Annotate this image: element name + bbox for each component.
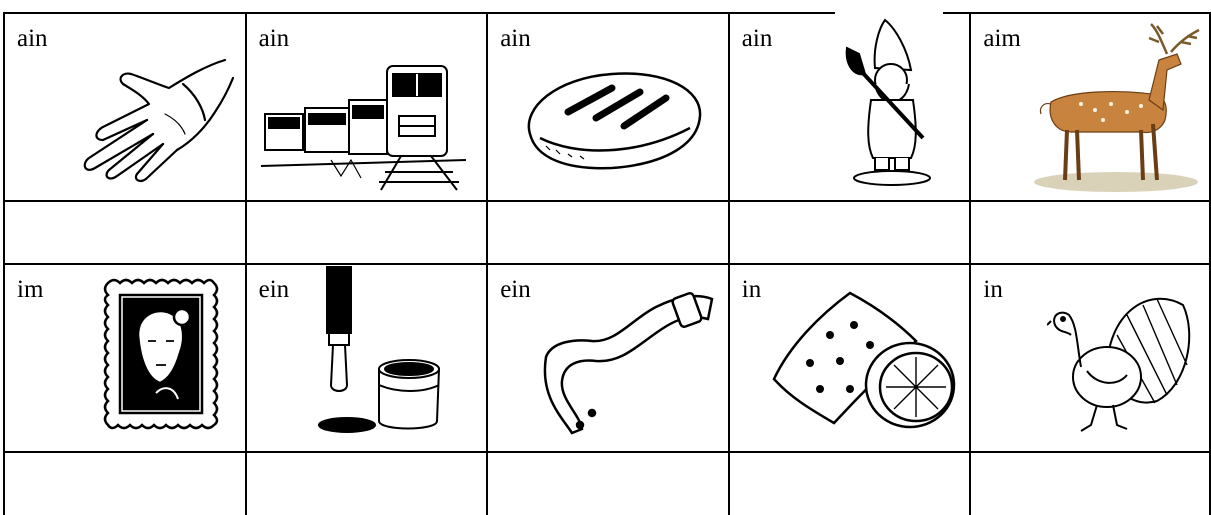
sound-label: in (983, 276, 1003, 303)
answer-cell[interactable] (487, 201, 729, 264)
sound-label: ain (258, 25, 290, 52)
sound-label: ein (258, 276, 290, 303)
cushion-icon (770, 285, 960, 435)
picture-row-1 (4, 13, 1210, 201)
cell-cushion (729, 264, 971, 452)
answer-cell[interactable] (729, 452, 971, 515)
paint-brush-bucket-icon (307, 265, 457, 435)
cell-gnome (729, 13, 971, 201)
sound-label: in (741, 276, 762, 303)
answer-cell[interactable] (246, 452, 488, 515)
turkey-icon (1047, 275, 1197, 435)
answer-cell[interactable] (970, 201, 1210, 264)
hand-icon (65, 54, 235, 184)
cell-bread (487, 13, 729, 201)
cell-train (246, 13, 488, 201)
belt-icon (536, 285, 716, 435)
sound-label: im (17, 276, 44, 303)
cell-deer (970, 13, 1210, 201)
answer-cell[interactable] (246, 201, 488, 264)
cell-paintbrush (246, 264, 488, 452)
garden-gnome-icon (845, 18, 940, 188)
bread-loaf-icon (516, 68, 706, 173)
postage-stamp-icon (100, 275, 222, 433)
word-picture-table (3, 12, 1211, 515)
sound-label: ain (741, 25, 773, 52)
top-edge-mask (835, 0, 943, 14)
sound-label: ein (500, 276, 531, 303)
answer-cell[interactable] (4, 452, 246, 515)
writing-row-1 (4, 201, 1210, 264)
sound-label: ain (17, 25, 48, 52)
sound-label: ain (500, 25, 531, 52)
train-icon (261, 56, 466, 191)
deer-icon (1031, 20, 1201, 195)
answer-cell[interactable] (970, 452, 1210, 515)
cell-stamp (4, 264, 246, 452)
answer-cell[interactable] (4, 201, 246, 264)
cell-turkey (970, 264, 1210, 452)
answer-cell[interactable] (729, 201, 971, 264)
cell-belt (487, 264, 729, 452)
sound-label: aim (983, 25, 1021, 52)
answer-cell[interactable] (487, 452, 729, 515)
cell-hand (4, 13, 246, 201)
picture-row-2 (4, 264, 1210, 452)
writing-row-2 (4, 452, 1210, 515)
